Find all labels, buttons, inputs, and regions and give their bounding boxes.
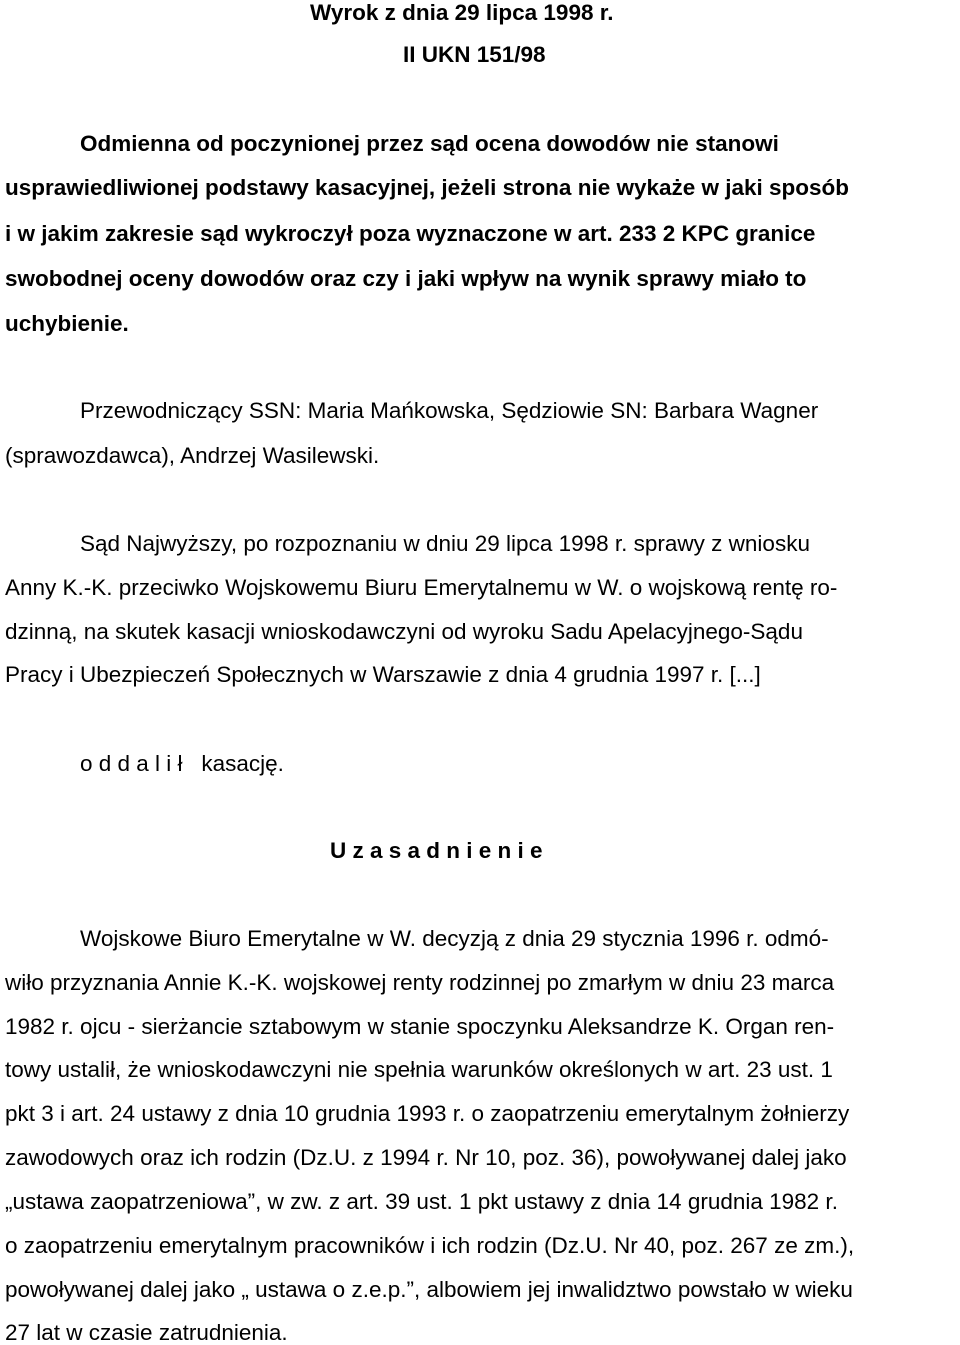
intro-line: Anny K.-K. przeciwko Wojskowemu Biuru Emerytalnemu w W. o wojskową rentę ro-	[5, 575, 838, 600]
justification-line: o zaopatrzeniu emerytalnym pracowników i ich rodzin (Dz.U. Nr 40, poz. 267 ze zm.),	[5, 1233, 855, 1258]
justification-line: zawodowych oraz ich rodzin (Dz.U. z 1994 r. Nr 10, poz. 36), powoływanej dalej jako	[5, 1145, 847, 1170]
intro-line: dzinną, na skutek kasacji wnioskodawczyni od wyroku Sadu Apelacyjnego-Sądu	[5, 619, 803, 644]
verdict-object: kasację.	[201, 751, 284, 776]
panel-line: Przewodniczący SSN: Maria Mańkowska, Sędziowie SN: Barbara Wagner	[80, 398, 819, 423]
justification-heading: U z a s a d n i e n i e	[330, 838, 543, 863]
intro-line: Pracy i Ubezpieczeń Społecznych w Warszawie z dnia 4 grudnia 1997 r. [...]	[5, 662, 761, 687]
thesis-line: i w jakim zakresie sąd wykroczył poza wyznaczone w art. 233 2 KPC granice	[5, 221, 816, 246]
panel-line: (sprawozdawca), Andrzej Wasilewski.	[5, 443, 380, 468]
thesis-line: usprawiedliwionej podstawy kasacyjnej, jeżeli strona nie wykaże w jaki sposób	[5, 175, 850, 200]
verdict-spaced-word: o d d a l i ł	[80, 751, 183, 776]
case-number: II UKN 151/98	[403, 42, 546, 67]
justification-line: wiło przyznania Annie K.-K. wojskowej renty rodzinnej po zmarłym w dniu 23 marca	[5, 970, 835, 995]
justification-line: Wojskowe Biuro Emerytalne w W. decyzją z dnia 29 stycznia 1996 r. odmó-	[80, 926, 829, 951]
justification-line: towy ustalił, że wnioskodawczyni nie spełnia warunków określonych w art. 23 ust. 1	[5, 1057, 833, 1082]
justification-line: powoływanej dalej jako „ ustawa o z.e.p.”, albowiem jej inwalidztwo powstało w wieku	[5, 1277, 853, 1302]
verdict-line	[80, 753, 284, 776]
thesis-line: uchybienie.	[5, 311, 129, 336]
justification-line: 1982 r. ojcu - sierżancie sztabowym w stanie spoczynku Aleksandrze K. Organ ren-	[5, 1014, 835, 1039]
justification-line: „ustawa zaopatrzeniowa”, w zw. z art. 39 ust. 1 pkt ustawy z dnia 14 grudnia 1982 r.	[5, 1189, 838, 1214]
intro-line: Sąd Najwyższy, po rozpoznaniu w dniu 29 lipca 1998 r. sprawy z wniosku	[80, 531, 810, 556]
judgment-date: Wyrok z dnia 29 lipca 1998 r.	[310, 0, 614, 25]
thesis-line: swobodnej oceny dowodów oraz czy i jaki wpływ na wynik sprawy miało to	[5, 266, 807, 291]
thesis-line: Odmienna od poczynionej przez sąd ocena dowodów nie stanowi	[80, 131, 779, 156]
justification-line: pkt 3 i art. 24 ustawy z dnia 10 grudnia 1993 r. o zaopatrzeniu emerytalnym żołnierzy	[5, 1101, 850, 1126]
justification-line: 27 lat w czasie zatrudnienia.	[5, 1320, 288, 1345]
